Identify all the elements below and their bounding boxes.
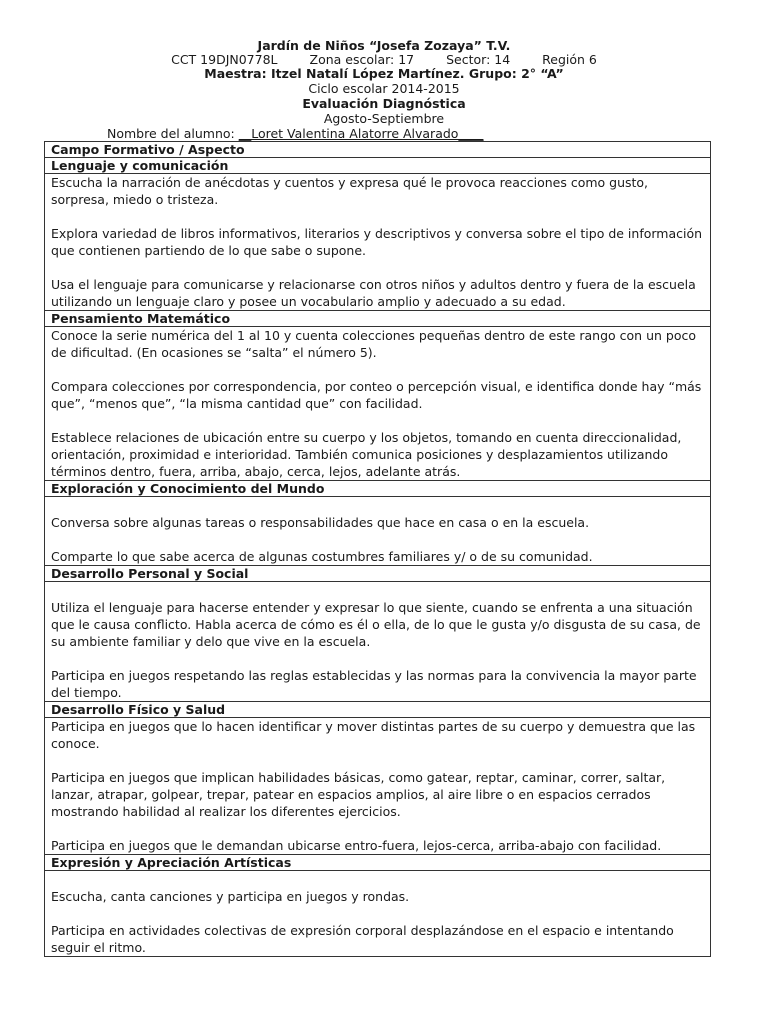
evaluation-title: Evaluación Diagnóstica [302,96,466,111]
observation-text: Conoce la serie numérica del 1 al 10 y cuenta colecciones pequeñas dentro de este rango con un poco de dificultad. (En ocasiones se “salta” el número 5). [51,328,696,360]
observation-text: Compara colecciones por correspondencia, por conteo o percepción visual, e identifica donde hay “más que”, “menos que”, “la misma cantidad que” con facilidad. [51,379,702,411]
section-content-exploracion [45,497,710,566]
observation-text: Usa el lenguaje para comunicarse y relacionarse con otros niños y adultos dentro y fuera de la escuela utilizando un lenguaje claro y posee un vocabulario amplio y adecuado a su edad. [51,277,696,309]
section-content-fisico-salud [45,718,710,855]
observation-text: Participa en juegos que implican habilidades básicas, como gatear, reptar, caminar, correr, saltar, lanzar, atrapar, golpear, trepar, patear en espacios amplios, al aire libre o en espacios cerrados mostrando habilidad al realizar los diferentes ejercicios. [51,770,666,819]
observation-text: Establece relaciones de ubicación entre su cuerpo y los objetos, tomando en cuenta direccionalidad, orientación, proximidad e interioridad. También comunica posiciones y desplazamientos utilizando términos dentro, fuera, arriba, abajo, cerca, lejos, adelante atrás. [51,430,682,479]
section-content-artisticas [45,871,710,956]
student-name-line [107,126,483,141]
observation-text: Participa en juegos que lo hacen identificar y mover distintas partes de su cuerpo y demuestra que las conoce. [51,719,696,751]
table-header-row: Campo Formativo / Aspecto [45,142,710,158]
observation-text: Explora variedad de libros informativos, literarios y descriptivos y conversa sobre el tipo de información que contienen partiendo de lo que sabe o supone. [51,226,703,258]
section-title-lenguaje: Lenguaje y comunicación [45,158,710,174]
section-content-lenguaje [45,174,710,311]
section-content-matematico [45,327,710,481]
observation-text: Conversa sobre algunas tareas o responsabilidades que hace en casa o en la escuela. [51,515,590,530]
observation-text: Participa en actividades colectivas de expresión corporal desplazándose en el espacio e intentando seguir el ritmo. [51,923,674,955]
teacher-group-line: Maestra: Itzel Natalí López Martínez. Grupo: 2° “A” [204,66,564,81]
observation-text: Participa en juegos que le demandan ubicarse entro-fuera, lejos-cerca, arriba-abajo con facilidad. [51,838,662,853]
student-name-label: Nombre del alumno: [107,126,235,141]
region: Región 6 [542,52,597,67]
evaluation-table [44,141,711,957]
observation-text: Comparte lo que sabe acerca de algunas costumbres familiares y/ o de su comunidad. [51,549,593,564]
observation-text: Escucha la narración de anécdotas y cuentos y expresa qué le provoca reacciones como gusto, sorpresa, miedo o tristeza. [51,175,649,207]
section-title-personal-social: Desarrollo Personal y Social [45,566,710,582]
school-name: Jardín de Niños “Josefa Zozaya” T.V. [257,38,511,53]
observation-text: Escucha, canta canciones y participa en juegos y rondas. [51,889,410,904]
school-cycle: Ciclo escolar 2014-2015 [308,81,460,96]
section-title-fisico-salud: Desarrollo Físico y Salud [45,702,710,718]
observation-text: Utiliza el lenguaje para hacerse entender y expresar lo que siente, cuando se enfrenta a una situación que le causa conflicto. Habla acerca de cómo es él o ella, de lo que le gusta y/o disgusta de su casa, de su ambiente familiar y delo que vive en la escuela. [51,600,701,649]
student-name-value: __Loret Valentina Alatorre Alvarado____ [238,126,484,141]
sector: Sector: 14 [446,52,511,67]
cct-code: CCT 19DJN0778L [171,52,278,67]
evaluation-period: Agosto-Septiembre [323,111,445,126]
observation-text: Participa en juegos respetando las reglas establecidas y las normas para la convivencia la mayor parte del tiempo. [51,668,697,700]
section-title-exploracion: Exploración y Conocimiento del Mundo [45,481,710,497]
section-content-personal-social [45,582,710,702]
school-info-line [0,52,768,67]
section-title-matematico: Pensamiento Matemático [45,311,710,327]
zona-escolar: Zona escolar: 17 [309,52,415,67]
section-title-artisticas: Expresión y Apreciación Artísticas [45,855,710,871]
